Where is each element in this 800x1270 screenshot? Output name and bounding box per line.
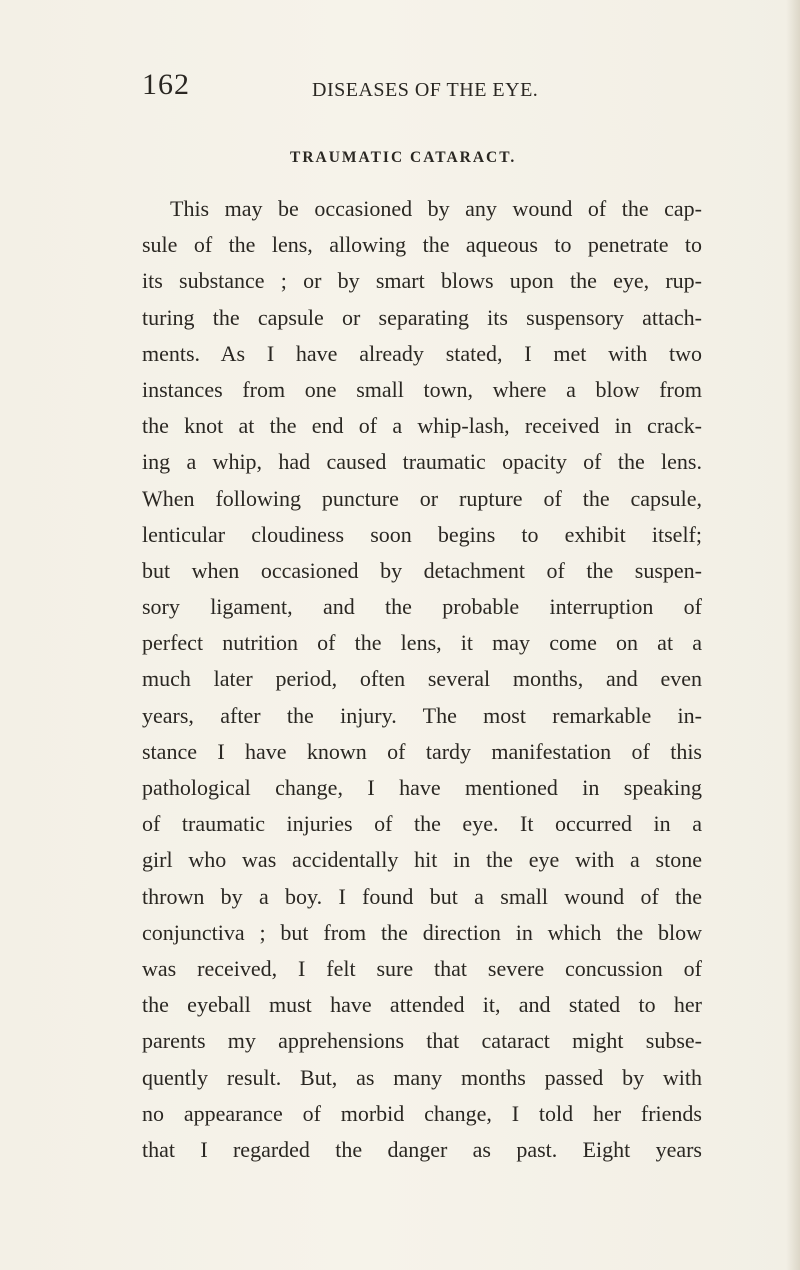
text-line: conjunctiva ; but from the direction in which the blow [142,919,702,945]
text-line: sule of the lens, allowing the aqueous to penetrate to [142,232,702,258]
text-line: ing a whip, had caused traumatic opacity of the lens. [142,449,702,475]
text-line: but when occasioned by detachment of the suspen- [142,557,702,583]
text-line: perfect nutrition of the lens, it may come on at a [142,630,702,656]
text-line: the knot at the end of a whip-lash, received in crack- [142,413,702,439]
text-line: stance I have known of tardy manifestation of this [142,738,702,764]
text-line: of traumatic injuries of the eye. It occurred in a [142,811,702,837]
text-line: pathological change, I have mentioned in speaking [142,775,702,800]
text-line: much later period, often several months, and even [142,666,702,692]
page-edge-shadow [786,0,800,1270]
text-line: instances from one small town, where a blow from [142,376,702,402]
text-line: quently result. But, as many months passed by with [142,1064,702,1090]
text-line: years, after the injury. The most remarkable in- [142,702,702,728]
text-line: thrown by a boy. I found but a small wound of the [142,883,702,909]
body-paragraph [142,191,702,1168]
text-line: was received, I felt sure that severe concussion of [142,955,702,981]
text-line: its substance ; or by smart blows upon the eye, rup- [142,268,702,294]
text-line: ments. As I have already stated, I met with two [142,340,702,366]
text-line: parents my apprehensions that cataract might subse- [142,1028,702,1054]
text-line: When following puncture or rupture of the capsule, [142,485,702,511]
text-line: the eyeball must have attended it, and stated to her [142,992,702,1018]
text-line: turing the capsule or separating its suspensory attach- [142,304,702,330]
text-line: lenticular cloudiness soon begins to exhibit itself; [142,521,702,547]
running-title: DISEASES OF THE EYE. [312,79,539,101]
text-line: sory ligament, and the probable interruption of [142,594,702,620]
text-line: no appearance of morbid change, I told her friends [142,1100,702,1126]
section-title: TRAUMATIC CATARACT. [290,149,517,166]
text-line: that I regarded the danger as past. Eight years [142,1136,702,1162]
page-number: 162 [142,68,190,101]
text-line: This may be occasioned by any wound of the cap- [170,196,702,221]
text-line: girl who was accidentally hit in the eye with a stone [142,847,702,873]
